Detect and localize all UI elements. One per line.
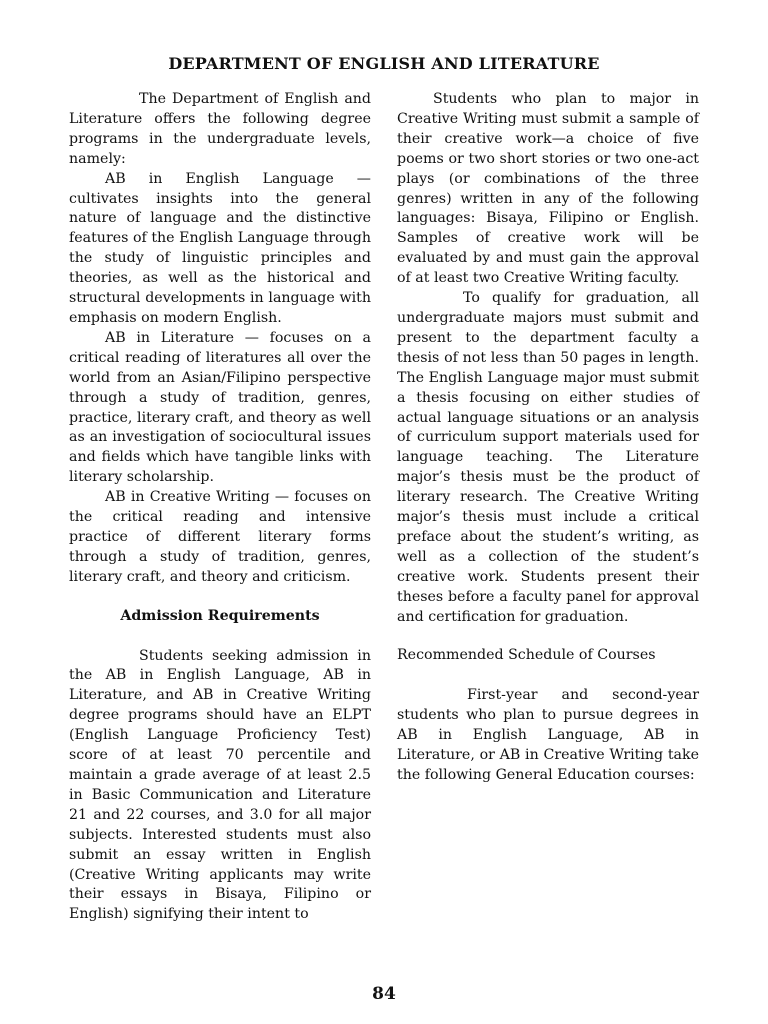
admission-requirements-heading: Admission Requirements: [120, 607, 320, 624]
schedule-heading: Recommended Schedule of Courses: [397, 647, 656, 664]
program-english-language-paragraph: AB in English Language — cultivates insights into the general nature of language and the distinctive features of the English Language through the study of linguistic principles and theories, as well as the historical and structural developments in language with emphasis on modern English.: [69, 170, 371, 326]
page-number: 84: [372, 984, 396, 1004]
creative-writing-sample-paragraph: Students who plan to major in Creative Writing must submit a sample of their creative work—a choice of five poems or two short stories or two one-act plays (or combinations of the three genres) written in any of the following languages: Bisaya, Filipino or English. Samples of creative work will be evaluated by and must gain the approval of at least two Creative Writing faculty.: [397, 91, 699, 287]
left-column: [69, 90, 371, 925]
admission-paragraph: Students seeking admission in the AB in English Language, AB in Literature, and AB in Creative Writing degree programs should have an ELPT (English Language Proficiency Test) score of at least 70 percentile and maintain a grade average of at least 2.5 in Basic Communication and Literature 21 and 22 courses, and 3.0 for all major subjects. Interested students must also submit an essay written in English (Creative Writing applicants may write their essays in Bisaya, Filipino or English) signifying their intent to: [69, 647, 371, 923]
schedule-paragraph: First-year and second-year students who plan to pursue degrees in AB in English Language, AB in Literature, or AB in Creative Writing take the following General Education courses:: [397, 687, 699, 783]
page-title: DEPARTMENT OF ENGLISH AND LITERATURE: [168, 54, 600, 73]
graduation-paragraph: To qualify for graduation, all undergraduate majors must submit and present to the department faculty a thesis of not less than 50 pages in length. The English Language major must submit a thesis focusing on either studies of actual language situations or an analysis of curriculum support materials used for language teaching. The Literature major’s thesis must be the product of literary research. The Creative Writing major’s thesis must include a critical preface about the student’s writing, as well as a collection of the student’s creative work. Students present their theses before a faculty panel for approval and certification for graduation.: [397, 290, 699, 625]
right-column: [397, 90, 699, 786]
program-literature-paragraph: AB in Literature — focuses on a critical reading of literatures all over the world from an Asian/Filipino perspective through a study of tradition, genres, practice, literary craft, and theory as well as an investigation of sociocultural issues and fields which have tangible links with literary scholarship.: [69, 329, 371, 486]
program-creative-writing-paragraph: AB in Creative Writing — focuses on the critical reading and intensive practice of different literary forms through a study of tradition, genres, literary craft, and theory and criticism.: [69, 489, 371, 585]
intro-paragraph: The Department of English and Literature offers the following degree programs in the undergraduate levels, namely:: [69, 91, 371, 167]
